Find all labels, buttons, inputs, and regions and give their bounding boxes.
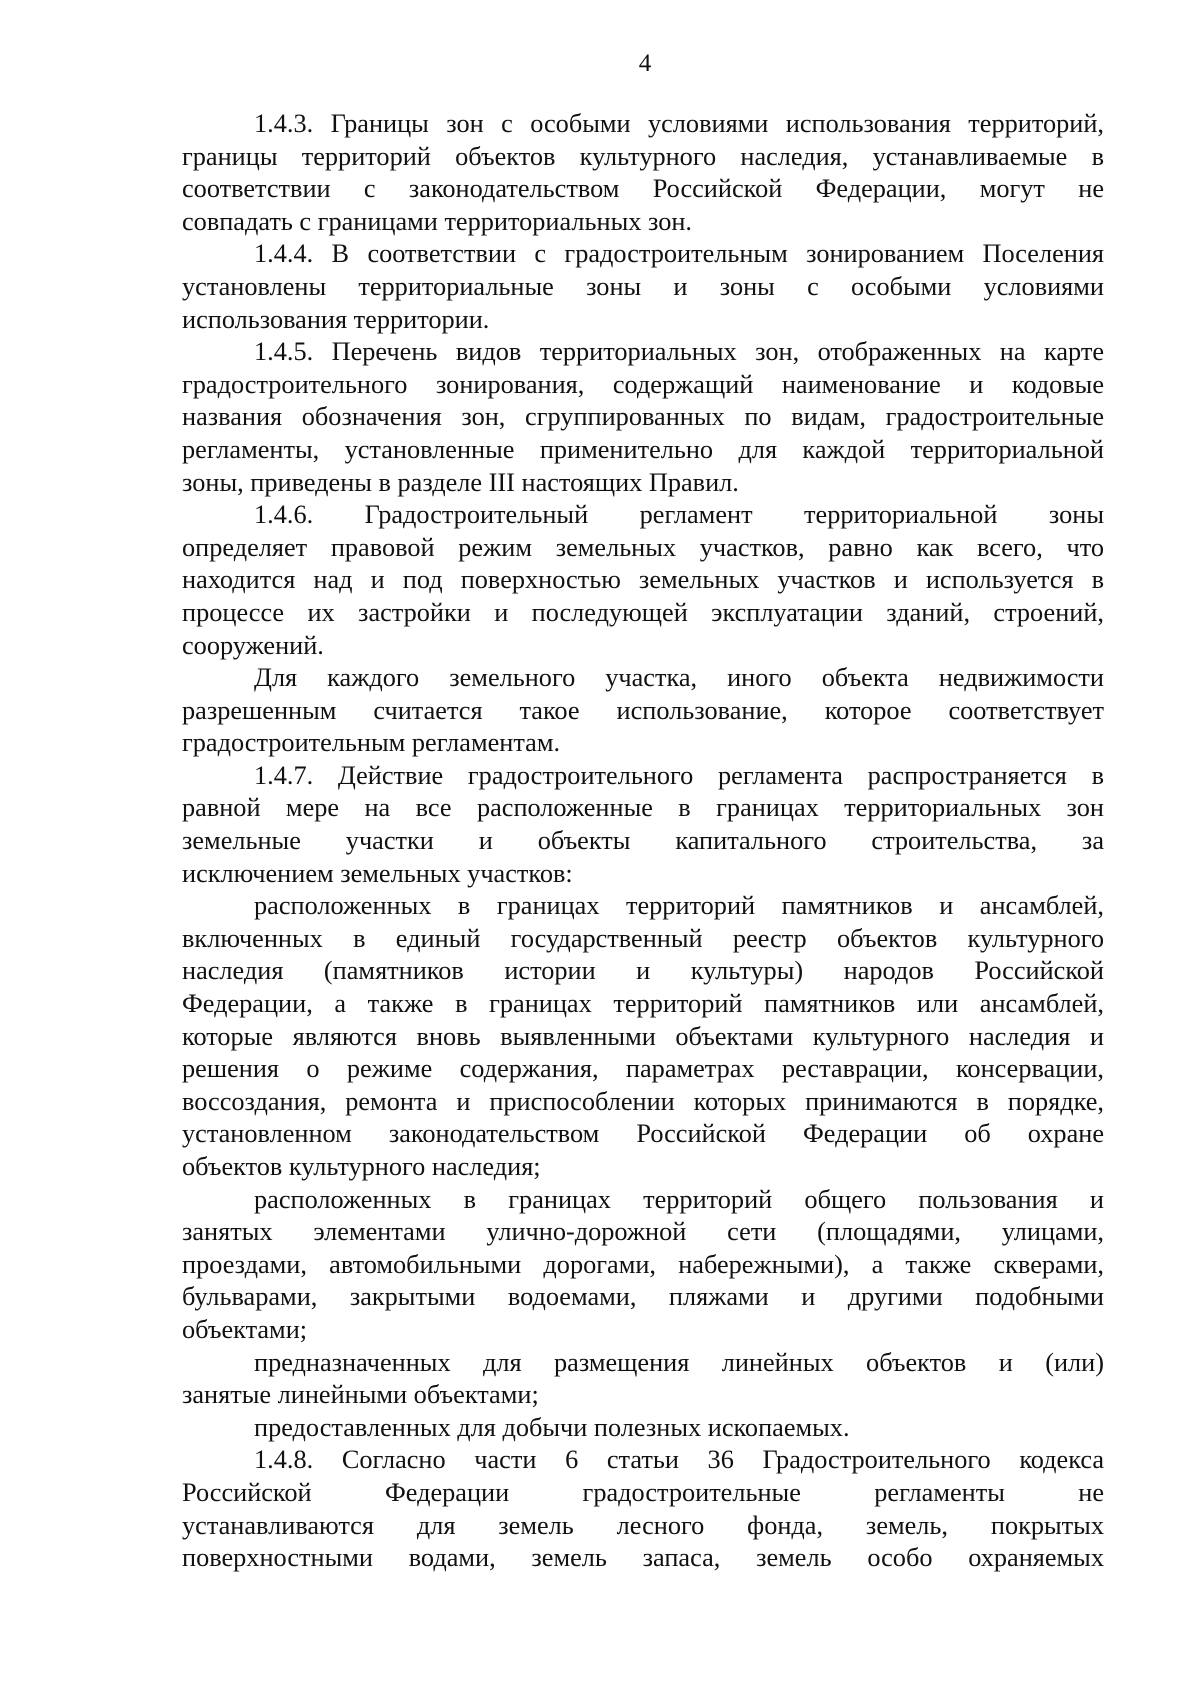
text-line: установленном законодательством Российской Федерации об охране [182, 1119, 1104, 1149]
paragraph [182, 336, 1104, 499]
text-line: зоны, приведены в разделе III настоящих Правил. [182, 467, 739, 497]
text-line: 1.4.7. Действие градостроительного регламента распространяется в [254, 760, 1104, 790]
text-line: равной мере на все расположенные в границах территориальных зон [182, 793, 1104, 823]
text-line: разрешенным считается такое использование, которое соответствует [182, 695, 1104, 725]
text-line: которые являются вновь выявленными объектами культурного наследия и [182, 1021, 1104, 1051]
text-line: Для каждого земельного участка, иного объекта недвижимости [254, 663, 1104, 693]
text-line: Федерации, а также в границах территорий памятников или ансамблей, [182, 989, 1104, 1019]
text-line: воссоздания, ремонта и приспособлении которых принимаются в порядке, [182, 1086, 1104, 1116]
text-line: наследия (памятников истории и культуры) народов Российской [182, 956, 1104, 986]
text-line: находится над и под поверхностью земельных участков и используется в [182, 565, 1104, 595]
text-line: соответствии с законодательством Российской Федерации, могут не [182, 174, 1104, 204]
text-line: исключением земельных участков: [182, 858, 573, 888]
text-line: бульварами, закрытыми водоемами, пляжами и другими подобными [182, 1282, 1104, 1312]
text-line: использования территории. [182, 304, 490, 334]
text-line: границы территорий объектов культурного наследия, устанавливаемые в [182, 141, 1104, 171]
paragraph [182, 662, 1104, 760]
text-line: устанавливаются для земель лесного фонда, земель, покрытых [182, 1510, 1104, 1540]
text-line: 1.4.5. Перечень видов территориальных зон, отображенных на карте [254, 337, 1104, 367]
text-line: регламенты, установленные применительно для каждой территориальной [182, 434, 1104, 464]
text-line: проездами, автомобильными дорогами, набережными), а также скверами, [182, 1249, 1104, 1279]
text-line: 1.4.4. В соответствии с градостроительным зонированием Поселения [254, 239, 1104, 269]
page-number: 4 [638, 50, 652, 77]
text-line: процессе их застройки и последующей эксплуатации зданий, строений, [182, 597, 1104, 627]
text-line: расположенных в границах территорий общего пользования и [254, 1184, 1104, 1214]
text-line: земельные участки и объекты капитального строительства, за [182, 826, 1104, 856]
text-line: определяет правовой режим земельных участков, равно как всего, что [182, 532, 1104, 562]
text-line: объектов культурного наследия; [182, 1152, 541, 1181]
text-line: расположенных в границах территорий памятников и ансамблей, [254, 891, 1104, 921]
text-line: установлены территориальные зоны и зоны с особыми условиями [182, 271, 1104, 301]
text-line: названия обозначения зон, сгруппированных по видам, градостроительные [182, 402, 1104, 432]
paragraph [182, 108, 1104, 238]
paragraph [182, 1347, 1104, 1412]
paragraph [182, 499, 1104, 662]
paragraph [182, 890, 1104, 1183]
text-line: 1.4.8. Согласно части 6 статьи 36 Градостроительного кодекса [254, 1445, 1104, 1475]
text-line: градостроительного зонирования, содержащий наименование и кодовые [182, 369, 1104, 399]
text-line: поверхностными водами, земель запаса, земель особо охраняемых [182, 1543, 1104, 1573]
paragraph [182, 238, 1104, 336]
text-line: включенных в единый государственный реестр объектов культурного [182, 923, 1104, 953]
text-line: предоставленных для добычи полезных ископаемых. [254, 1412, 850, 1442]
text-line: предназначенных для размещения линейных объектов и (или) [254, 1347, 1104, 1377]
text-line: 1.4.6. Градостроительный регламент территориальной зоны [254, 500, 1104, 530]
paragraph [182, 1184, 1104, 1347]
text-line: 1.4.3. Границы зон с особыми условиями использования территорий, [254, 109, 1104, 138]
text-line: сооружений. [182, 630, 324, 660]
paragraph [182, 1412, 1104, 1445]
paragraph [182, 1444, 1104, 1574]
text-line: занятые линейными объектами; [182, 1380, 539, 1410]
paragraph [182, 760, 1104, 890]
text-line: занятых элементами улично-дорожной сети (площадями, улицами, [182, 1217, 1104, 1247]
text-line: решения о режиме содержания, параметрах реставрации, консервации, [182, 1054, 1104, 1084]
document-body [182, 108, 1104, 1575]
text-line: совпадать с границами территориальных зон. [182, 206, 693, 236]
text-line: Российской Федерации градостроительные регламенты не [182, 1477, 1104, 1507]
text-line: градостроительным регламентам. [182, 728, 561, 758]
text-line: объектами; [182, 1314, 308, 1344]
